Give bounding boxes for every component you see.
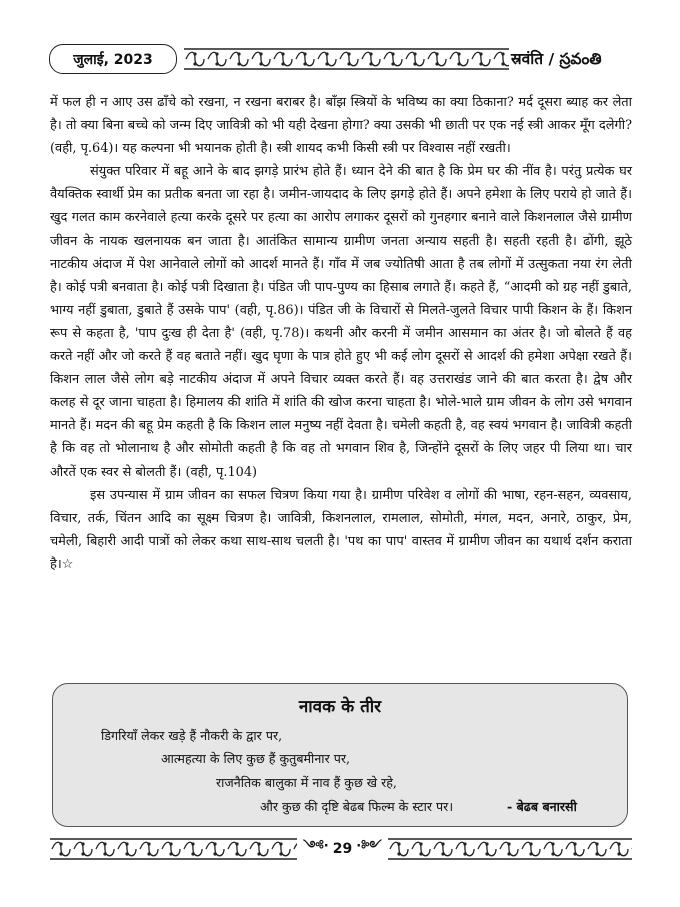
issue-date: जुलाई, 2023 (49, 44, 177, 74)
poem-line-1: डिगरियाँ लेकर खड़े हैं नौकरी के द्वार पर, (101, 728, 283, 743)
ornament-pattern (388, 838, 632, 860)
footer-ornament-left (50, 838, 297, 860)
poem-title: नावक के तीर (298, 697, 382, 717)
poem-box (52, 683, 628, 827)
paragraph-3-text: इस उपन्यास में ग्राम जीवन का सफल चित्रण किया गया है। ग्रामीण परिवेश व लोगों की भाषा, रहन-सहन, व्यवसाय, विचार, तर्क, चिंतन आदि का सूक्ष्म चित्रण है। जावित्री, किशनलाल, रामलाल, सोमोती, मंगल, मदन, अनारे, ठाकुर, प्रेम, चमेली, बिहारी आदी पात्रों को लेकर कथा साथ-साथ चलती है। 'पथ का पाप' वास्तव में ग्रामीण जीवन का यथार्थ दर्शन कराता है। (50, 487, 632, 572)
article-body (50, 91, 632, 576)
ornament-pattern (184, 48, 509, 70)
swirl-left-icon: ༺· (303, 838, 329, 854)
page-number-value: 29 (332, 841, 353, 857)
poem-line-2: आत्महत्या के लिए कुछ हैं कुतुबमीनार पर, (161, 751, 351, 766)
poet-attribution: - बेढब बनारसी (507, 799, 577, 814)
paragraph-2: संयुक्त परिवार में बहू आने के बाद झगड़े प्रारंभ होते हैं। ध्यान देने की बात है कि प्रेम घर की नींव है। परंतु प्रत्येक घर वैयक्तिक स्वार्थी प्रेम का प्रतीक बनता जा रहा है। जमीन-जायदाद के लिए झगड़े होते हैं। अपने हमेशा के लिए पराये हो जाते हैं। खुद गलत काम करनेवाले हत्या करके दूसरे पर हत्या का आरोप लगाकर दूसरों को गुनहगार बनाने वाले किशनलाल जैसे ग्रामीण जीवन के नायक खलनायक बन जाता है। आतंकित सामान्य ग्रामीण जनता अन्याय सहती है। सहती रहती है। ढोंगी, झूठे नाटकीय अंदाज में पेश आनेवाले लोगों को आदर्श मानते हैं। गाँव में जब ज्योतिषी आता है तब लोगों में उत्सुकता नया रंग लेती है। कोई पत्री बनवाता है। कोई पत्री दिखाता है। पंडित जी पाप-पुण्य का हिसाब लगाते हैं। कहते हैं, “आदमी को ग्रह नहीं डुबाते, भाग्य नहीं डुबाता, डुबाते हैं उसके पाप' (वही, पृ.86)। पंडित जी के विचारों से मिलते-जुलते विचार पापी किशन के हैं। किशन रूप से कहता है, 'पाप दुःख ही देता है' (वही, पृ.78)। कथनी और करनी में जमीन आसमान का अंतर है। जो बोलते हैं वह करते नहीं और जो करते हैं वह बताते नहीं। खुद घृणा के पात्र होते हुए भी कई लोग दूसरों से आदर्श की हमेशा अपेक्षा रखते हैं। किशन लाल जैसे लोग बड़े नाटकीय अंदाज में अपने विचार व्यक्त करते हैं। वह उत्तराखंड जाने की बात करता है। द्वेष और कलह से दूर जाना चाहता है। हिमालय की शांति में शांति की खोज करना चाहता है। भोले-भाले ग्राम जीवन के लोग उसे भगवान मानते हैं। मदन की बहू प्रेम कहती है कि किशन लाल मनुष्य नहीं देवता है। चमेली कहती है, वह स्वयं भगवान है। जावित्री कहती है कि वह तो भोलानाथ है और सोमोती कहती है कि वह तो भगवान शिव है, जिन्होंने दूसरों के लिए जहर पी लिया था। चार औरतें एक स्वर से बोलती हैं। (वही, पृ.104) (50, 164, 632, 480)
star-end-mark: ☆ (61, 556, 74, 572)
magazine-masthead: स्रवंति / స్రవంతి (511, 49, 602, 68)
poem-line-4: और कुछ की दृष्टि बेढब फिल्म के स्टार पर। (260, 799, 454, 814)
poem-line-3: राजनैतिक बालुका में नाव हैं कुछ खे रहे, (216, 775, 397, 790)
page-header (49, 44, 631, 74)
footer-ornament-right (388, 838, 632, 860)
paragraph-1: में फल ही न आए उस ढाँचे को रखना, न रखना बराबर है। बाँझ स्त्रियों के भविष्य का क्या ठिकाना? मर्द दूसरा ब्याह कर लेता है। तो क्या बिना बच्चे को जन्म दिए जावित्री को भी यही देखना होगा? क्या उसकी भी छाती पर एक नई स्त्री आकर मूँग दलेगी? (वही, पृ.64)। यह कल्पना भी भयानक होती है। स्त्री शायद कभी किसी स्त्री पर विश्वास नहीं रखती। (50, 95, 632, 157)
swirl-right-icon: ·༻ (356, 838, 382, 854)
page-number (297, 836, 388, 862)
ornament-pattern (50, 838, 297, 860)
paragraph-3 (50, 484, 632, 576)
header-ornament-border (184, 48, 509, 70)
